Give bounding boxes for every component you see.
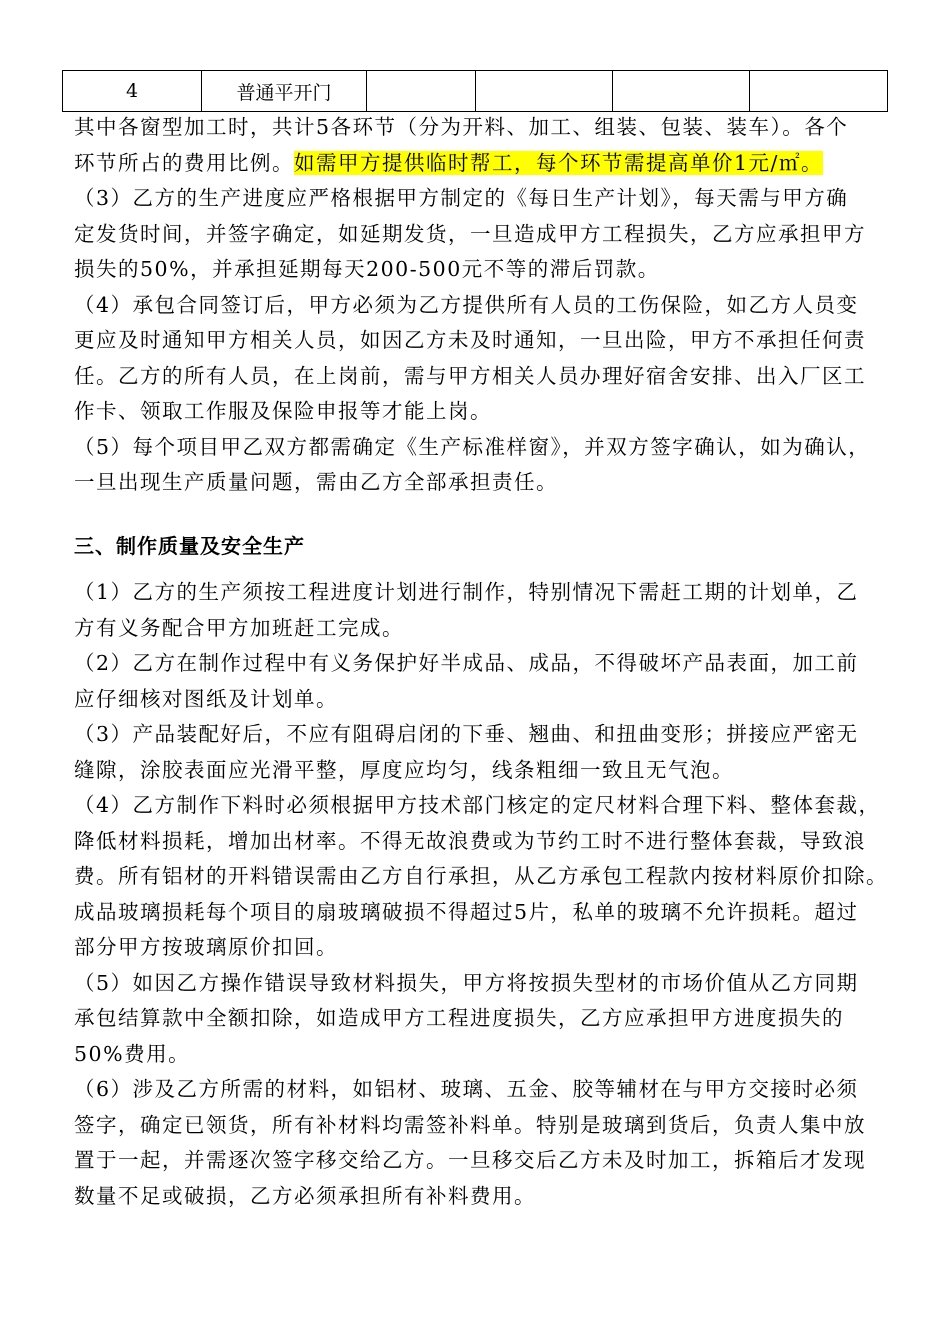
text-line: [74, 146, 884, 182]
text-line: （3）产品装配好后，不应有阻碍启闭的下垂、翘曲、和扭曲变形；拼接应严密无: [74, 722, 859, 746]
text-line: （5）每个项目甲乙双方都需确定《生产标准样窗》，并双方签字确认，如为确认，: [74, 434, 871, 459]
section-heading: 三、制作质量及安全生产: [74, 534, 305, 558]
text-line: 其中各窗型加工时，共计5各环节（分为开料、加工、组装、包装、装车）。各个: [74, 115, 849, 139]
text-line: （2）乙方在制作过程中有义务保护好半成品、成品，不得破坏产品表面，加工前: [74, 651, 859, 675]
text-line: 更应及时通知甲方相关人员，如因乙方未及时通知，一旦出险，甲方不承担任何责: [74, 328, 866, 352]
text-line: （4）承包合同签订后，甲方必须为乙方提供所有人员的工伤保险，如乙方人员变: [74, 292, 859, 317]
text-line: （3）乙方的生产进度应严格根据甲方制定的《每日生产计划》，每天需与甲方确: [74, 186, 849, 210]
text-line: 签字，确定已领货，所有补材料均需签补料单。特别是玻璃到货后，负责人集中放: [74, 1112, 866, 1137]
text-line: 损失的50%，并承担延期每天200-500元不等的滞后罚款。: [74, 257, 660, 281]
text-line: 降低材料损耗，增加出材率。不得无故浪费或为节约工时不进行整体套裁，导致浪: [74, 828, 866, 853]
text-line: 成品玻璃损耗每个项目的扇玻璃破损不得超过5片，私单的玻璃不允许损耗。超过: [74, 899, 859, 924]
text-line: 缝隙，涂胶表面应光滑平整，厚度应均匀，线条粗细一致且无气泡。: [74, 757, 734, 782]
table-cell-number: 4: [63, 71, 202, 112]
text-line: 作卡、领取工作服及保险申报等才能上岗。: [74, 399, 492, 423]
table-cell-empty: [476, 71, 613, 112]
text-line: 部分甲方按玻璃原价扣回。: [74, 935, 338, 959]
text-line: 50%费用。: [74, 1041, 191, 1066]
text-line: （6）涉及乙方所需的材料，如铝材、玻璃、五金、胶等辅材在与甲方交接时必须: [74, 1077, 859, 1101]
highlighted-text: 如需甲方提供临时帮工，每个环节需提高单价1元/㎡。: [294, 150, 823, 175]
table-row: [63, 71, 888, 112]
text-line: 承包结算款中全额扣除，如造成甲方工程进度损失，乙方应承担甲方进度损失的: [74, 1006, 844, 1030]
text-line: 定发货时间，并签字确定，如延期发货，一旦造成甲方工程损失，乙方应承担甲方: [74, 221, 866, 246]
table-cell-empty: [750, 71, 888, 112]
table-cell-empty: [613, 71, 750, 112]
text-line: 应仔细核对图纸及计划单。: [74, 686, 338, 711]
text-line: 任。乙方的所有人员，在上岗前，需与甲方相关人员办理好宿舍安排、出入厂区工: [74, 363, 866, 388]
text-line: 一旦出现生产质量问题，需由乙方全部承担责任。: [74, 470, 558, 494]
window-type-table: [62, 70, 888, 112]
text-line: （4）乙方制作下料时必须根据甲方技术部门核定的定尺材料合理下料、整体套裁，: [74, 793, 881, 817]
text-line: （5）如因乙方操作错误导致材料损失，甲方将按损失型材的市场价值从乙方同期: [74, 970, 859, 995]
text-line: 置于一起，并需逐次签字移交给乙方。一旦移交后乙方未及时加工，拆箱后才发现: [74, 1148, 866, 1172]
paragraph-block-2: [74, 575, 888, 1214]
table-cell-empty: [367, 71, 476, 112]
text-line: （1）乙方的生产须按工程进度计划进行制作，特别情况下需赶工期的计划单，乙: [74, 580, 859, 604]
text-line: 费。所有铝材的开料错误需由乙方自行承担，从乙方承包工程款内按材料原价扣除。: [74, 864, 888, 888]
text-line: 数量不足或破损，乙方必须承担所有补料费用。: [74, 1183, 536, 1208]
text-line: 方有义务配合甲方加班赶工完成。: [74, 615, 404, 640]
table-cell-name: 普通平开门: [202, 71, 367, 112]
paragraph-block-1: [74, 110, 884, 501]
text-line-part: 环节所占的费用比例。: [74, 150, 294, 175]
